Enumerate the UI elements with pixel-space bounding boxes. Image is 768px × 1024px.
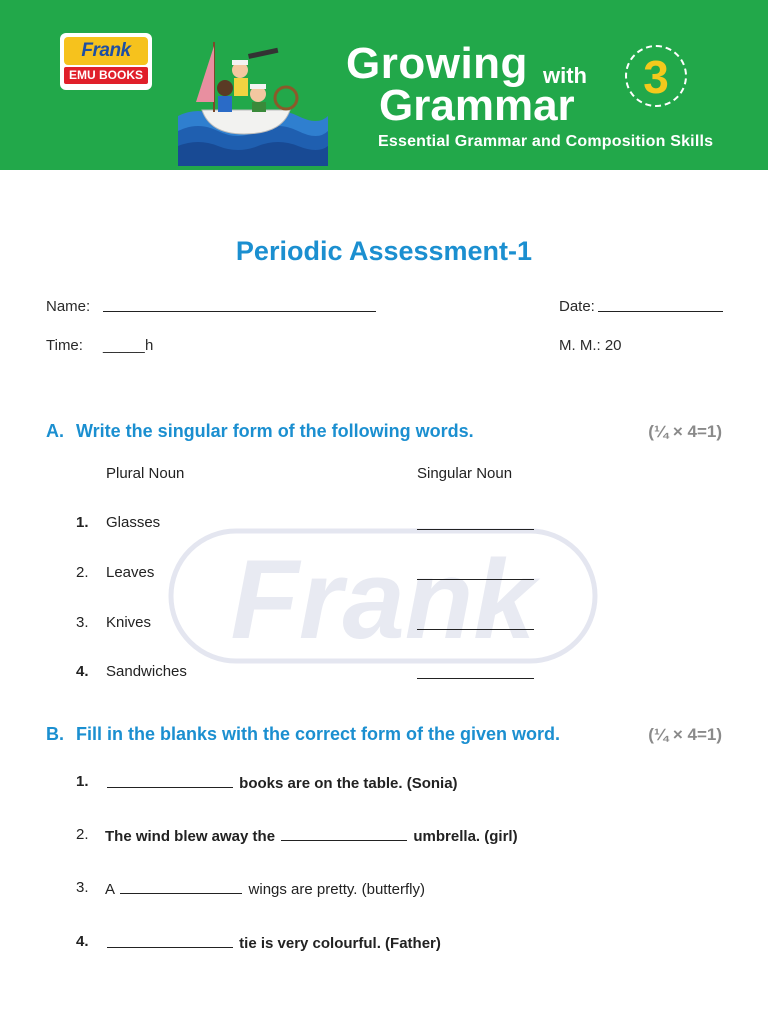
singular-noun-header: Singular Noun xyxy=(417,465,513,482)
sentence-before: The wind blew away the xyxy=(105,828,276,845)
fill-sentence xyxy=(105,933,441,952)
item-number: 2. xyxy=(76,564,89,581)
section-b-letter: B. xyxy=(46,724,64,744)
book-title-line2: Grammar xyxy=(379,81,575,130)
fill-blank[interactable] xyxy=(107,933,233,948)
book-subtitle: Essential Grammar and Composition Skills xyxy=(378,133,714,150)
fill-blank[interactable] xyxy=(107,773,233,788)
answer-blank[interactable] xyxy=(417,529,534,530)
section-a-title: Write the singular form of the following words. xyxy=(76,421,474,441)
section-a-marks: (¼ × 4=1) xyxy=(648,422,722,441)
date-label: Date: xyxy=(559,298,595,315)
logo-bottom-text: EMU BOOKS xyxy=(64,67,148,84)
plural-word: Knives xyxy=(106,614,152,631)
item-number: 1. xyxy=(76,514,89,531)
level-number: 3 xyxy=(643,51,669,103)
answer-blank[interactable] xyxy=(417,579,534,580)
frank-watermark xyxy=(168,528,598,664)
book-title-with: with xyxy=(543,63,587,88)
kids-boat-illustration xyxy=(178,36,328,166)
page-title: Periodic Assessment-1 xyxy=(235,236,533,266)
max-marks: M. M.: 20 xyxy=(559,337,622,354)
time-unit: h xyxy=(145,337,154,354)
answer-blank[interactable] xyxy=(417,678,534,679)
name-label: Name: xyxy=(46,298,91,315)
plural-word: Sandwiches xyxy=(106,663,187,680)
plural-noun-header: Plural Noun xyxy=(106,465,185,482)
book-title-line1: Growing xyxy=(346,39,528,88)
fill-sentence xyxy=(105,773,458,792)
plural-word: Leaves xyxy=(106,564,155,581)
fill-sentence xyxy=(105,826,518,845)
publisher-logo xyxy=(60,33,152,90)
fill-sentence xyxy=(105,879,425,898)
fill-blank[interactable] xyxy=(281,826,407,841)
item-number: 4. xyxy=(76,933,89,950)
plural-word: Glasses xyxy=(106,514,161,531)
item-number: 2. xyxy=(76,826,89,843)
answer-blank[interactable] xyxy=(417,629,534,630)
sentence-after: books are on the table. (Sonia) xyxy=(239,775,458,792)
section-b-marks: (¼ × 4=1) xyxy=(648,725,722,744)
book-banner xyxy=(0,0,768,170)
item-number: 3. xyxy=(76,614,89,631)
date-field[interactable] xyxy=(598,311,723,312)
sentence-after: umbrella. (girl) xyxy=(413,828,518,845)
item-number: 3. xyxy=(76,879,89,896)
fill-blank[interactable] xyxy=(120,879,242,894)
time-field[interactable]: _____ xyxy=(103,337,145,354)
item-number: 1. xyxy=(76,773,89,790)
logo-top-text: Frank xyxy=(81,40,131,61)
name-field[interactable] xyxy=(103,311,376,312)
time-label: Time: xyxy=(46,337,83,354)
watermark-text: Frank xyxy=(230,537,536,662)
sentence-after: tie is very colourful. (Father) xyxy=(239,935,441,952)
item-number: 4. xyxy=(76,663,89,680)
section-b-title: Fill in the blanks with the correct form of the given word. xyxy=(76,724,561,744)
level-badge xyxy=(625,45,687,107)
sentence-before: A xyxy=(105,881,115,898)
sentence-after: wings are pretty. (butterfly) xyxy=(248,881,425,898)
section-a-letter: A. xyxy=(46,421,64,441)
